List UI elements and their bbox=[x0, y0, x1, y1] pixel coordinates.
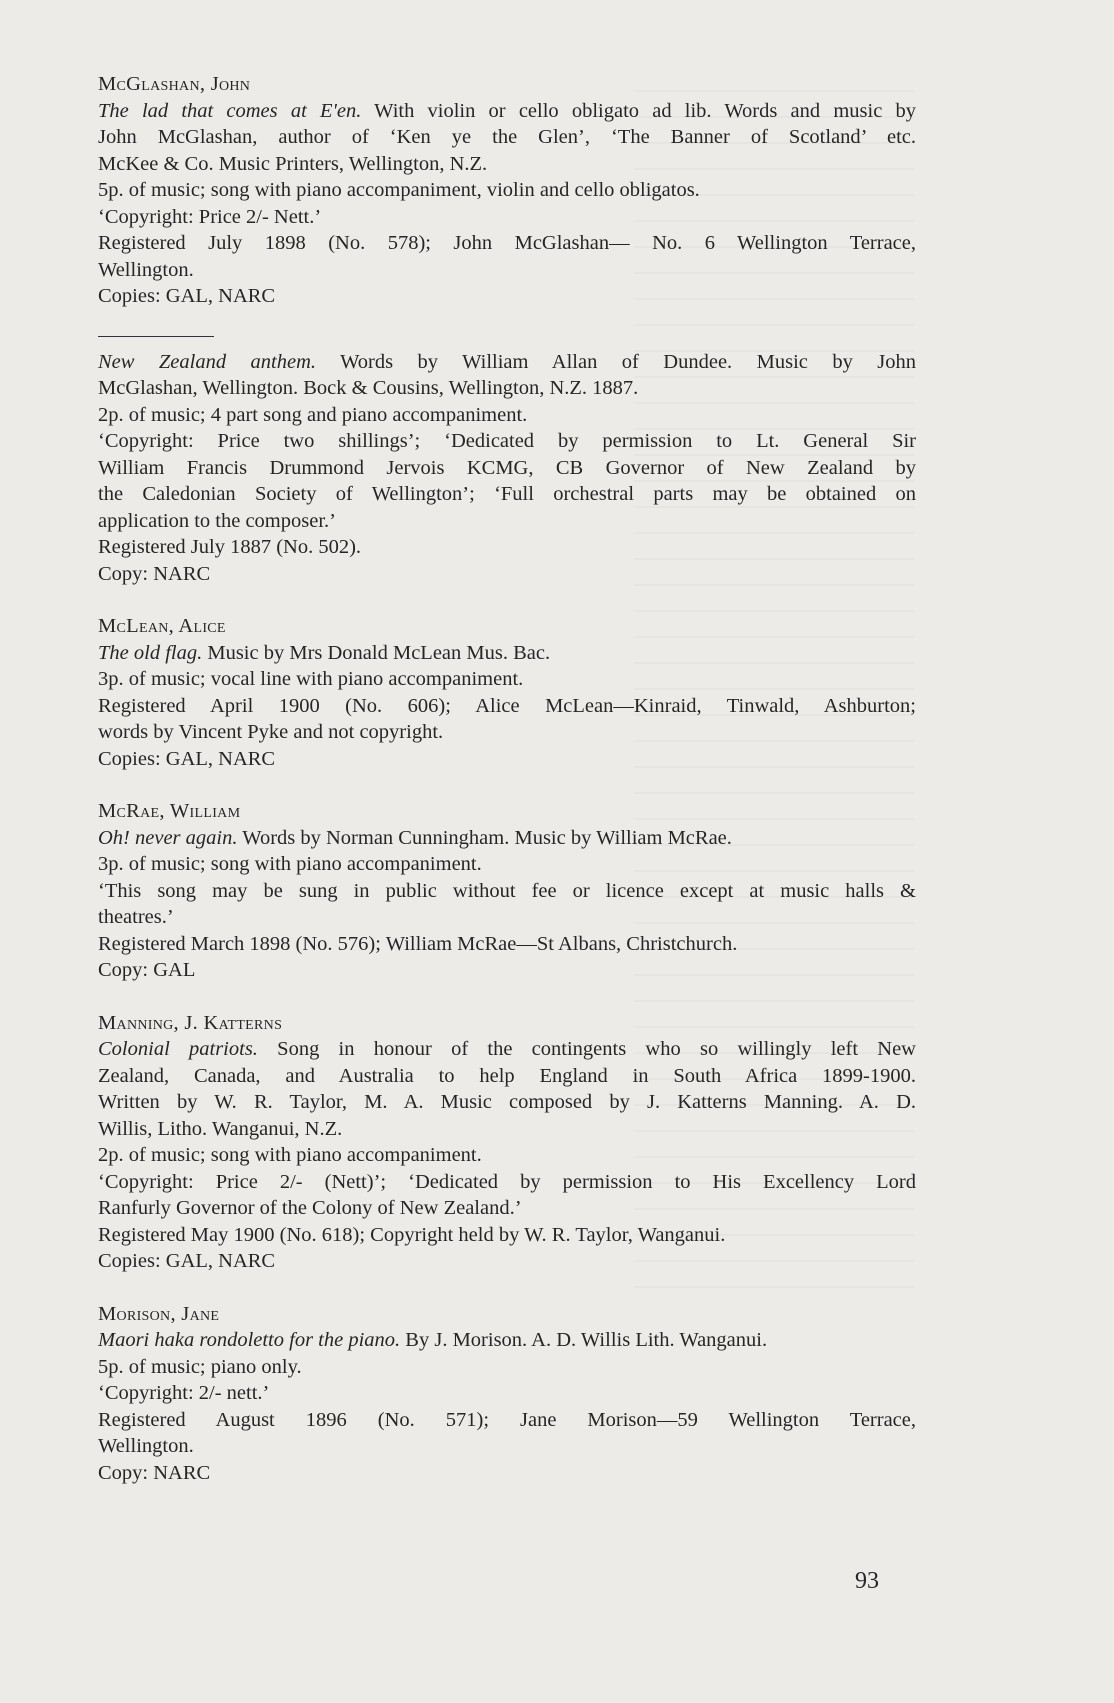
entry-heading: McGlashan, John bbox=[98, 73, 251, 95]
entry-first-line bbox=[98, 349, 916, 376]
entry-line: Ranfurly Governor of the Colony of New Zealand.’ bbox=[98, 1197, 522, 1219]
entry-mclean bbox=[98, 613, 916, 772]
entry-line: Registered May 1900 (No. 618); Copyright held by W. R. Taylor, Wanganui. bbox=[98, 1223, 726, 1246]
entry-line: McKee & Co. Music Printers, Wellington, N.Z. bbox=[98, 152, 488, 175]
entry-line: Registered April 1900 (No. 606); Alice McLean—Kinraid, Tinwald, Ashburton; bbox=[98, 694, 916, 717]
entry-line: McGlashan, Wellington. Bock & Cousins, Wellington, N.Z. 1887. bbox=[98, 377, 639, 399]
entry-line: Wellington. bbox=[98, 258, 194, 281]
entry-first-line-rest: Words by Norman Cunningham. Music by William McRae. bbox=[237, 826, 732, 849]
entry-mcglashan-lad bbox=[98, 71, 916, 310]
entry-first-line bbox=[98, 98, 916, 125]
entry-morison bbox=[98, 1301, 916, 1487]
entry-line: 5p. of music; piano only. bbox=[98, 1355, 302, 1378]
entry-line: ‘Copyright: Price 2/- (Nett)’; ‘Dedicated by permission to His Excellency Lord bbox=[98, 1170, 916, 1193]
entry-title: Oh! never again. bbox=[98, 826, 238, 849]
entry-line: application to the composer.’ bbox=[98, 509, 336, 532]
entry-manning bbox=[98, 1010, 916, 1275]
entry-line: Zealand, Canada, and Australia to help England in South Africa 1899-1900. bbox=[98, 1064, 916, 1087]
entry-line: 3p. of music; song with piano accompaniment. bbox=[98, 853, 482, 875]
entry-line: Copy: NARC bbox=[98, 562, 211, 585]
entry-line: Registered August 1896 (No. 571); Jane Morison—59 Wellington Terrace, bbox=[98, 1408, 916, 1431]
entry-line: Willis, Litho. Wanganui, N.Z. bbox=[98, 1117, 343, 1140]
entry-line: 2p. of music; song with piano accompaniment. bbox=[98, 1144, 482, 1166]
entry-line: ‘This song may be sung in public without fee or licence except at music halls & bbox=[98, 879, 916, 902]
entry-line: Copy: GAL bbox=[98, 959, 196, 981]
entry-line: Registered July 1887 (No. 502). bbox=[98, 536, 362, 558]
entry-line: John McGlashan, author of ‘Ken ye the Glen’, ‘The Banner of Scotland’ etc. bbox=[98, 126, 916, 148]
entry-first-line bbox=[98, 1327, 916, 1354]
entry-first-line-rest: With violin or cello obligato ad lib. Words and music by bbox=[361, 99, 916, 122]
entry-line: Registered July 1898 (No. 578); John McGlashan— No. 6 Wellington Terrace, bbox=[98, 232, 916, 254]
entry-first-line bbox=[98, 1036, 916, 1063]
entry-line: Written by W. R. Taylor, M. A. Music composed by J. Katterns Manning. A. D. bbox=[98, 1091, 916, 1113]
entry-line: ‘Copyright: Price 2/- Nett.’ bbox=[98, 205, 322, 228]
entry-line: Registered March 1898 (No. 576); William McRae—St Albans, Christchurch. bbox=[98, 932, 738, 955]
entry-line: ‘Copyright: 2/- nett.’ bbox=[98, 1382, 270, 1404]
entry-first-line bbox=[98, 825, 916, 852]
entry-mcglashan-anthem bbox=[98, 349, 916, 588]
ditto-rule bbox=[98, 336, 214, 337]
entry-line: words by Vincent Pyke and not copyright. bbox=[98, 721, 444, 743]
entry-line: theatres.’ bbox=[98, 906, 174, 928]
entry-line: Copies: GAL, NARC bbox=[98, 747, 276, 770]
entry-mcrae bbox=[98, 798, 916, 984]
entry-first-line-rest: Music by Mrs Donald McLean Mus. Bac. bbox=[202, 641, 551, 664]
entry-heading: McRae, William bbox=[98, 800, 241, 822]
entry-heading: Manning, J. Katterns bbox=[98, 1011, 283, 1034]
entry-line: 3p. of music; vocal line with piano accompaniment. bbox=[98, 668, 524, 690]
entry-line: Copies: GAL, NARC bbox=[98, 285, 276, 307]
entry-line: 2p. of music; 4 part song and piano accompaniment. bbox=[98, 403, 528, 426]
entry-first-line-rest: Song in honour of the contingents who so willingly left New bbox=[257, 1038, 916, 1060]
entry-line: Wellington. bbox=[98, 1435, 194, 1457]
entry-line: the Caledonian Society of Wellington’; ‘Full orchestral parts may be obtained on bbox=[98, 483, 916, 505]
entry-title: The lad that comes at E'en. bbox=[98, 99, 362, 122]
entry-title: Maori haka rondoletto for the piano. bbox=[98, 1329, 401, 1351]
entry-title: Colonial patriots. bbox=[98, 1038, 258, 1060]
entry-line: 5p. of music; song with piano accompaniment, violin and cello obligatos. bbox=[98, 179, 700, 201]
entry-line: ‘Copyright: Price two shillings’; ‘Dedicated by permission to Lt. General Sir bbox=[98, 430, 916, 452]
entry-line: William Francis Drummond Jervois KCMG, CB Governor of New Zealand by bbox=[98, 456, 916, 479]
entry-heading: Morison, Jane bbox=[98, 1302, 220, 1325]
page-number: 93 bbox=[855, 1568, 879, 1594]
entry-first-line bbox=[98, 640, 916, 667]
entry-line: Copies: GAL, NARC bbox=[98, 1250, 276, 1272]
entry-title: The old flag. bbox=[98, 641, 203, 664]
entry-title: New Zealand anthem. bbox=[98, 350, 317, 373]
entry-line: Copy: NARC bbox=[98, 1461, 211, 1484]
entry-first-line-rest: Words by William Allan of Dundee. Music by John bbox=[316, 350, 916, 373]
catalogue-text bbox=[98, 71, 916, 1512]
entry-heading: McLean, Alice bbox=[98, 615, 226, 637]
entry-first-line-rest: By J. Morison. A. D. Willis Lith. Wanganui. bbox=[400, 1329, 768, 1351]
